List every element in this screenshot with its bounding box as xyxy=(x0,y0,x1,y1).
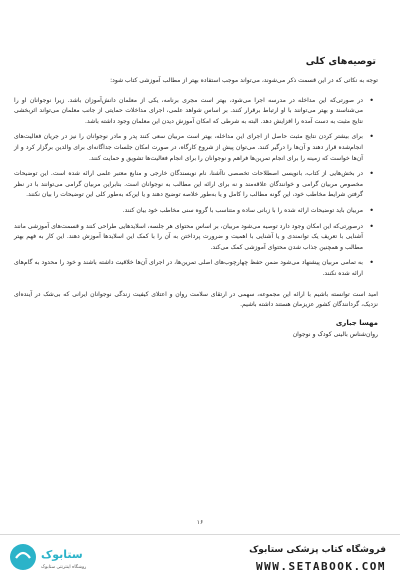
store-url-link[interactable]: WWW.SETABOOK.COM xyxy=(256,560,386,573)
closing-paragraph: امید است توانسته باشیم با ارائه این مجموعه، سهمی در ارتقای سلامت روان و اعتلای کیفیت زندگی نوجوانان ایرانی که بی‌شک در آینده‌ای نزدیک، گردانندگان کشور عزیزمان هستند داشته باشیم. xyxy=(14,290,378,309)
store-logo-icon xyxy=(8,541,86,573)
list-item-text: درصورتی‌که این امکان وجود دارد توصیه می‌شود مربیان، بر اساس محتوای هر جلسه، اسلایدهایی طراحی کنند و قسمت‌های آموزشی مانند آشنایی با تعریف یک توانمندی و یا آشنایی با اهمیت و ضرورت پرداختن به آن را با کمک این اسلایدها آموزش دهند. این کار به فهم بهتر مطالب و همچنین جذاب شدن محتوای آموزشی کمک می‌کند. xyxy=(14,222,363,251)
author-name: مهسا جباری xyxy=(335,318,378,327)
intro-paragraph: توجه به نکاتی که در این قسمت ذکر می‌شوند، می‌تواند موجب استفاده بهتر از مطالب آموزشی کتاب شود: xyxy=(110,77,378,84)
list-item-text: به تمامی مربیان پیشنهاد می‌شود ضمن حفظ چهارچوب‌های اصلی تمرین‌ها، در اجرای آن‌ها خلاقیت داشته باشند و خود را محدود به گام‌های ارائه شده نکنند. xyxy=(14,259,363,277)
bullet-icon: • xyxy=(369,221,374,231)
list-item xyxy=(14,222,378,254)
list-item-text: مربیان باید توضیحات ارائه شده را با زبانی ساده و متناسب با گروه سنی مخاطب خود بیان کنند. xyxy=(122,206,363,214)
recommendation-list xyxy=(14,96,378,280)
list-item-text: برای بیشتر کردن نتایج مثبت حاصل از اجرای این مداخله، بهتر است مربیان سعی کنند پدر و مادر نوجوانان را نیز در جریان فعالیت‌های انجام‌شده قرار دهند و آن‌ها را درگیر کنند. می‌توان پیش از شروع کارگاه، در صورت امکان جلسات جداگانه‌ای برای والدین برگزار کرد و از آن‌ها خواست که زمینه را برای انجام تمرین‌ها فراهم و نوجوانان را برای انجام فعالیت‌ها تشویق و حمایت کنند. xyxy=(14,133,363,162)
svg-text:فروشگاه اینترنتی ستابوک: فروشگاه اینترنتی ستابوک xyxy=(41,565,86,570)
list-item-text: در صورتی‌که این مداخله در مدرسه اجرا می‌شود، بهتر است مجری برنامه، یکی از معلمان دانش‌آموزان باشد. زیرا نوجوانان او را می‌شناسند و بهتر می‌توانند با او ارتباط برقرار کنند. بر اساس شواهد علمی، اجرای مداخلات حمایتی از جانب معلمان می‌تواند اثربخشی نتایج مثبت به دست آمده را افزایش دهد. البته به شرطی که امکان آموزش دیدن این معلمان وجود داشته باشد. xyxy=(14,96,363,125)
bullet-icon: • xyxy=(369,169,374,179)
list-item-text: در بخش‌هایی از کتاب، بانویسی اصطلاحات تخصصی ناآشنا، نام نویسندگان خارجی و منابع معتبر علمی ارائه شده است. این توضیحات مخصوص مربیان گرامی و خوانندگان علاقه‌مند و نه برای ارائه این مطالب به نوجوانان است. بنابراین مربیان گرامی می‌توانند با در نظر گرفتن شرایط مخاطب خود، این گونه مطالب را کامل و یا به‌طور خلاصه توضیح دهند و یا این‌که به‌طور کلی این توضیحات را بیان نکنند. xyxy=(14,170,363,199)
store-logo[interactable] xyxy=(8,541,86,577)
bullet-icon: • xyxy=(369,205,374,215)
list-item xyxy=(14,96,378,128)
list-item xyxy=(14,258,378,279)
section-heading: توصیه‌های کلی xyxy=(305,56,376,67)
page-number: ۱۶ xyxy=(196,519,204,526)
author-role: روان‌شناس بالینی کودک و نوجوان xyxy=(292,330,378,338)
page-content xyxy=(14,56,378,340)
bullet-icon: • xyxy=(369,132,374,142)
svg-text:ستابوک: ستابوک xyxy=(41,548,83,561)
list-item xyxy=(14,206,378,217)
store-title: فروشگاه کتاب پزشکی ستابوک xyxy=(249,545,386,555)
bullet-icon: • xyxy=(369,258,374,268)
bullet-icon: • xyxy=(369,95,374,105)
list-item xyxy=(14,132,378,164)
publisher-footer xyxy=(0,534,400,577)
list-item xyxy=(14,169,378,201)
